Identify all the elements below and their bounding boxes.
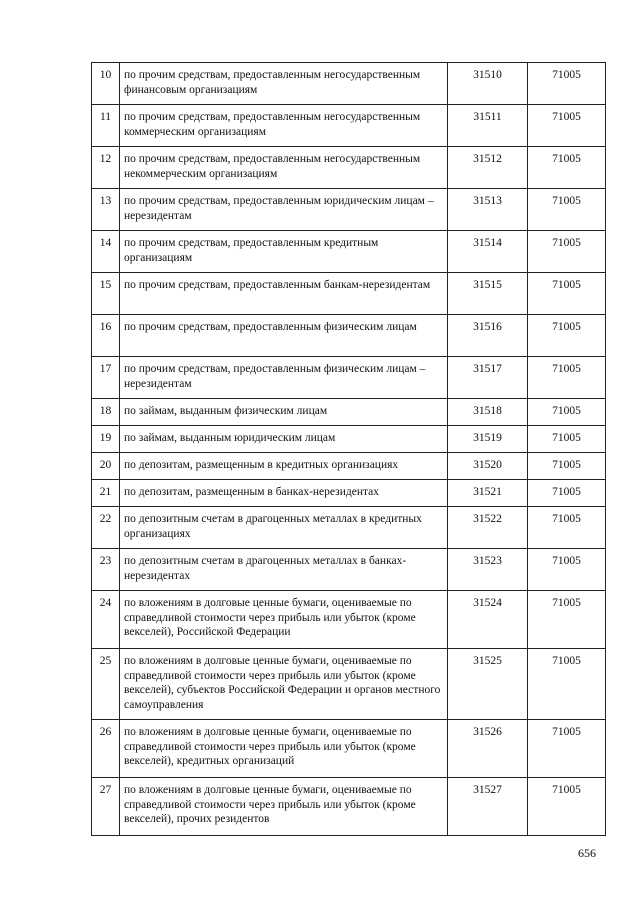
table-row	[92, 105, 606, 147]
row-number: 20	[92, 453, 120, 480]
account-code: 31510	[448, 63, 528, 105]
account-code: 31525	[448, 649, 528, 720]
account-code: 31514	[448, 231, 528, 273]
row-description: по вложениям в долговые ценные бумаги, оцениваемые по справедливой стоимости через прибыль или убыток (кроме векселей), кредитных организаций	[120, 720, 448, 778]
row-number: 23	[92, 549, 120, 591]
account-code: 31523	[448, 549, 528, 591]
row-description: по вложениям в долговые ценные бумаги, оцениваемые по справедливой стоимости через прибыль или убыток (кроме векселей), субъектов Российской Федерации и органов местного самоуправления	[120, 649, 448, 720]
row-number: 21	[92, 480, 120, 507]
row-description: по прочим средствам, предоставленным физическим лицам – нерезидентам	[120, 357, 448, 399]
symbol-code: 71005	[528, 549, 606, 591]
symbol-code: 71005	[528, 399, 606, 426]
account-code: 31518	[448, 399, 528, 426]
account-code: 31522	[448, 507, 528, 549]
row-description: по прочим средствам, предоставленным банкам-нерезидентам	[120, 273, 448, 315]
table-row	[92, 315, 606, 357]
row-description: по депозитным счетам в драгоценных металлах в кредитных организациях	[120, 507, 448, 549]
row-number: 11	[92, 105, 120, 147]
account-code: 31513	[448, 189, 528, 231]
table-row	[92, 549, 606, 591]
account-code: 31517	[448, 357, 528, 399]
row-description: по прочим средствам, предоставленным негосударственным коммерческим организациям	[120, 105, 448, 147]
symbol-code: 71005	[528, 720, 606, 778]
page-number: 656	[578, 846, 596, 860]
accounts-table	[91, 62, 606, 836]
table-row	[92, 507, 606, 549]
row-number: 13	[92, 189, 120, 231]
table-row	[92, 189, 606, 231]
row-number: 22	[92, 507, 120, 549]
table-row	[92, 426, 606, 453]
account-code: 31511	[448, 105, 528, 147]
row-description: по займам, выданным физическим лицам	[120, 399, 448, 426]
table-row	[92, 273, 606, 315]
symbol-code: 71005	[528, 591, 606, 649]
symbol-code: 71005	[528, 273, 606, 315]
row-number: 10	[92, 63, 120, 105]
row-number: 18	[92, 399, 120, 426]
row-description: по прочим средствам, предоставленным негосударственным некоммерческим организациям	[120, 147, 448, 189]
symbol-code: 71005	[528, 649, 606, 720]
row-number: 26	[92, 720, 120, 778]
table-row	[92, 147, 606, 189]
table-row	[92, 357, 606, 399]
symbol-code: 71005	[528, 147, 606, 189]
table-row	[92, 453, 606, 480]
account-code: 31521	[448, 480, 528, 507]
table-row	[92, 591, 606, 649]
symbol-code: 71005	[528, 63, 606, 105]
row-description: по депозитам, размещенным в кредитных организациях	[120, 453, 448, 480]
row-number: 15	[92, 273, 120, 315]
table-row	[92, 778, 606, 836]
table-row	[92, 399, 606, 426]
row-number: 25	[92, 649, 120, 720]
symbol-code: 71005	[528, 453, 606, 480]
symbol-code: 71005	[528, 426, 606, 453]
account-code: 31520	[448, 453, 528, 480]
row-description: по прочим средствам, предоставленным физическим лицам	[120, 315, 448, 357]
table-row	[92, 480, 606, 507]
account-code: 31519	[448, 426, 528, 453]
symbol-code: 71005	[528, 105, 606, 147]
row-number: 19	[92, 426, 120, 453]
account-code: 31512	[448, 147, 528, 189]
row-number: 12	[92, 147, 120, 189]
row-number: 17	[92, 357, 120, 399]
row-description: по вложениям в долговые ценные бумаги, оцениваемые по справедливой стоимости через прибыль или убыток (кроме векселей), Российской Федерации	[120, 591, 448, 649]
row-description: по прочим средствам, предоставленным юридическим лицам – нерезидентам	[120, 189, 448, 231]
row-description: по прочим средствам, предоставленным негосударственным финансовым организациям	[120, 63, 448, 105]
symbol-code: 71005	[528, 507, 606, 549]
account-code: 31524	[448, 591, 528, 649]
symbol-code: 71005	[528, 480, 606, 507]
row-number: 27	[92, 778, 120, 836]
account-code: 31516	[448, 315, 528, 357]
symbol-code: 71005	[528, 778, 606, 836]
account-code: 31515	[448, 273, 528, 315]
symbol-code: 71005	[528, 189, 606, 231]
row-description: по депозитам, размещенным в банках-нерезидентах	[120, 480, 448, 507]
account-code: 31527	[448, 778, 528, 836]
table-row	[92, 720, 606, 778]
table-row	[92, 649, 606, 720]
row-description: по депозитным счетам в драгоценных металлах в банках-нерезидентах	[120, 549, 448, 591]
table-row	[92, 231, 606, 273]
symbol-code: 71005	[528, 357, 606, 399]
row-number: 16	[92, 315, 120, 357]
account-code: 31526	[448, 720, 528, 778]
symbol-code: 71005	[528, 315, 606, 357]
row-number: 24	[92, 591, 120, 649]
row-description: по вложениям в долговые ценные бумаги, оцениваемые по справедливой стоимости через прибыль или убыток (кроме векселей), прочих резидентов	[120, 778, 448, 836]
row-number: 14	[92, 231, 120, 273]
table-body	[92, 63, 606, 836]
symbol-code: 71005	[528, 231, 606, 273]
row-description: по займам, выданным юридическим лицам	[120, 426, 448, 453]
row-description: по прочим средствам, предоставленным кредитным организациям	[120, 231, 448, 273]
table-row	[92, 63, 606, 105]
